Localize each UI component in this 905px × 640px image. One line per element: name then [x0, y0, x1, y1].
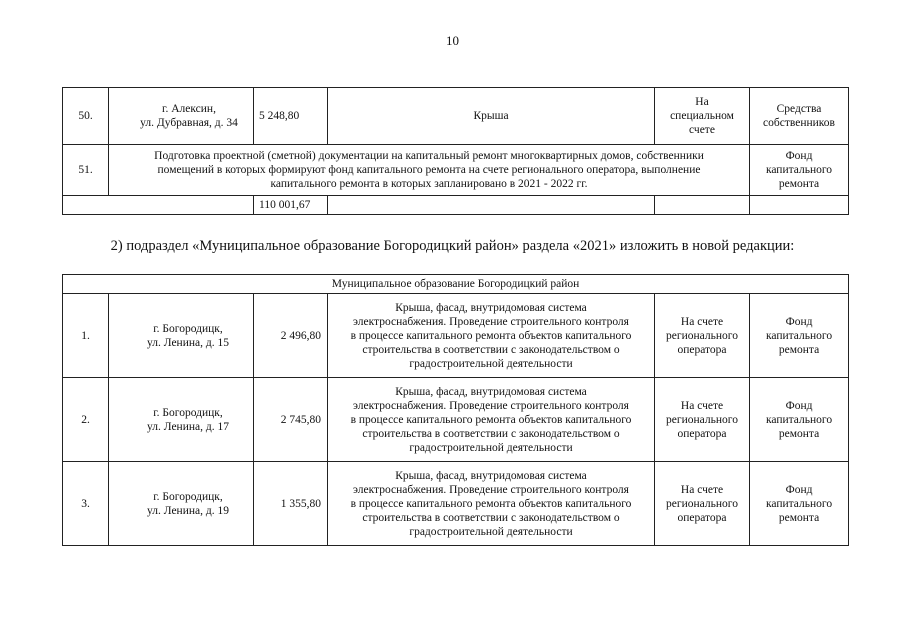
area-cell: 2 745,80 [254, 378, 328, 462]
empty-cell [750, 196, 849, 215]
total-row [63, 196, 849, 215]
work-type-cell: Крыша, фасад, внутридомовая система электроснабжения. Проведение строительного контроля в процессе капитального ремонта объектов капитального строительства в соответствии с законодательством о градостроительной деятельности [328, 462, 655, 546]
account-cell: На счете регионального оператора [655, 378, 750, 462]
area-cell: 5 248,80 [254, 88, 328, 145]
empty-cell [328, 196, 655, 215]
description-cell: Подготовка проектной (сметной) документации на капитальный ремонт многоквартирных домов, собственники помещений в которых формируют фонд капитального ремонта на счете регионального оператора, выполнение капитального ремонта в которых запланировано в 2021 - 2022 гг. [109, 145, 750, 196]
funding-cell: Фонд капитального ремонта [750, 378, 849, 462]
total-amount: 110 001,67 [254, 196, 328, 215]
address-cell: г. Богородицк, ул. Ленина, д. 17 [109, 378, 254, 462]
account-cell: На специальном счете [655, 88, 750, 145]
account-cell: На счете регионального оператора [655, 462, 750, 546]
address-cell: г. Богородицк, ул. Ленина, д. 19 [109, 462, 254, 546]
area-cell: 1 355,80 [254, 462, 328, 546]
row-number: 3. [63, 462, 109, 546]
bogoroditsk-works-table [62, 274, 849, 546]
row-number: 2. [63, 378, 109, 462]
work-type-cell: Крыша, фасад, внутридомовая система электроснабжения. Проведение строительного контроля в процессе капитального ремонта объектов капитального строительства в соответствии с законодательством о градостроительной деятельности [328, 294, 655, 378]
row-number: 51. [63, 145, 109, 196]
table-row [63, 462, 849, 546]
row-number: 1. [63, 294, 109, 378]
funding-cell: Средства собственников [750, 88, 849, 145]
funding-cell: Фонд капитального ремонта [750, 294, 849, 378]
amendment-paragraph: 2) подраздел «Муниципальное образование Богородицкий район» раздела «2021» изложить в новой редакции: [110, 238, 795, 254]
funding-cell: Фонд капитального ремонта [750, 145, 849, 196]
table-row [63, 378, 849, 462]
funding-cell: Фонд капитального ремонта [750, 462, 849, 546]
area-cell: 2 496,80 [254, 294, 328, 378]
empty-cell [63, 196, 254, 215]
row-number: 50. [63, 88, 109, 145]
table-row [63, 88, 849, 145]
table-row [63, 145, 849, 196]
section-header: Муниципальное образование Богородицкий район [63, 275, 849, 294]
section-header-row [63, 275, 849, 294]
work-type-cell: Крыша, фасад, внутридомовая система электроснабжения. Проведение строительного контроля в процессе капитального ремонта объектов капитального строительства в соответствии с законодательством о градостроительной деятельности [328, 378, 655, 462]
work-type-cell: Крыша [328, 88, 655, 145]
address-cell: г. Богородицк, ул. Ленина, д. 15 [109, 294, 254, 378]
empty-cell [655, 196, 750, 215]
page-number: 10 [446, 33, 459, 48]
account-cell: На счете регионального оператора [655, 294, 750, 378]
works-table-continued [62, 87, 849, 215]
table-row [63, 294, 849, 378]
address-cell: г. Алексин, ул. Дубравная, д. 34 [109, 88, 254, 145]
